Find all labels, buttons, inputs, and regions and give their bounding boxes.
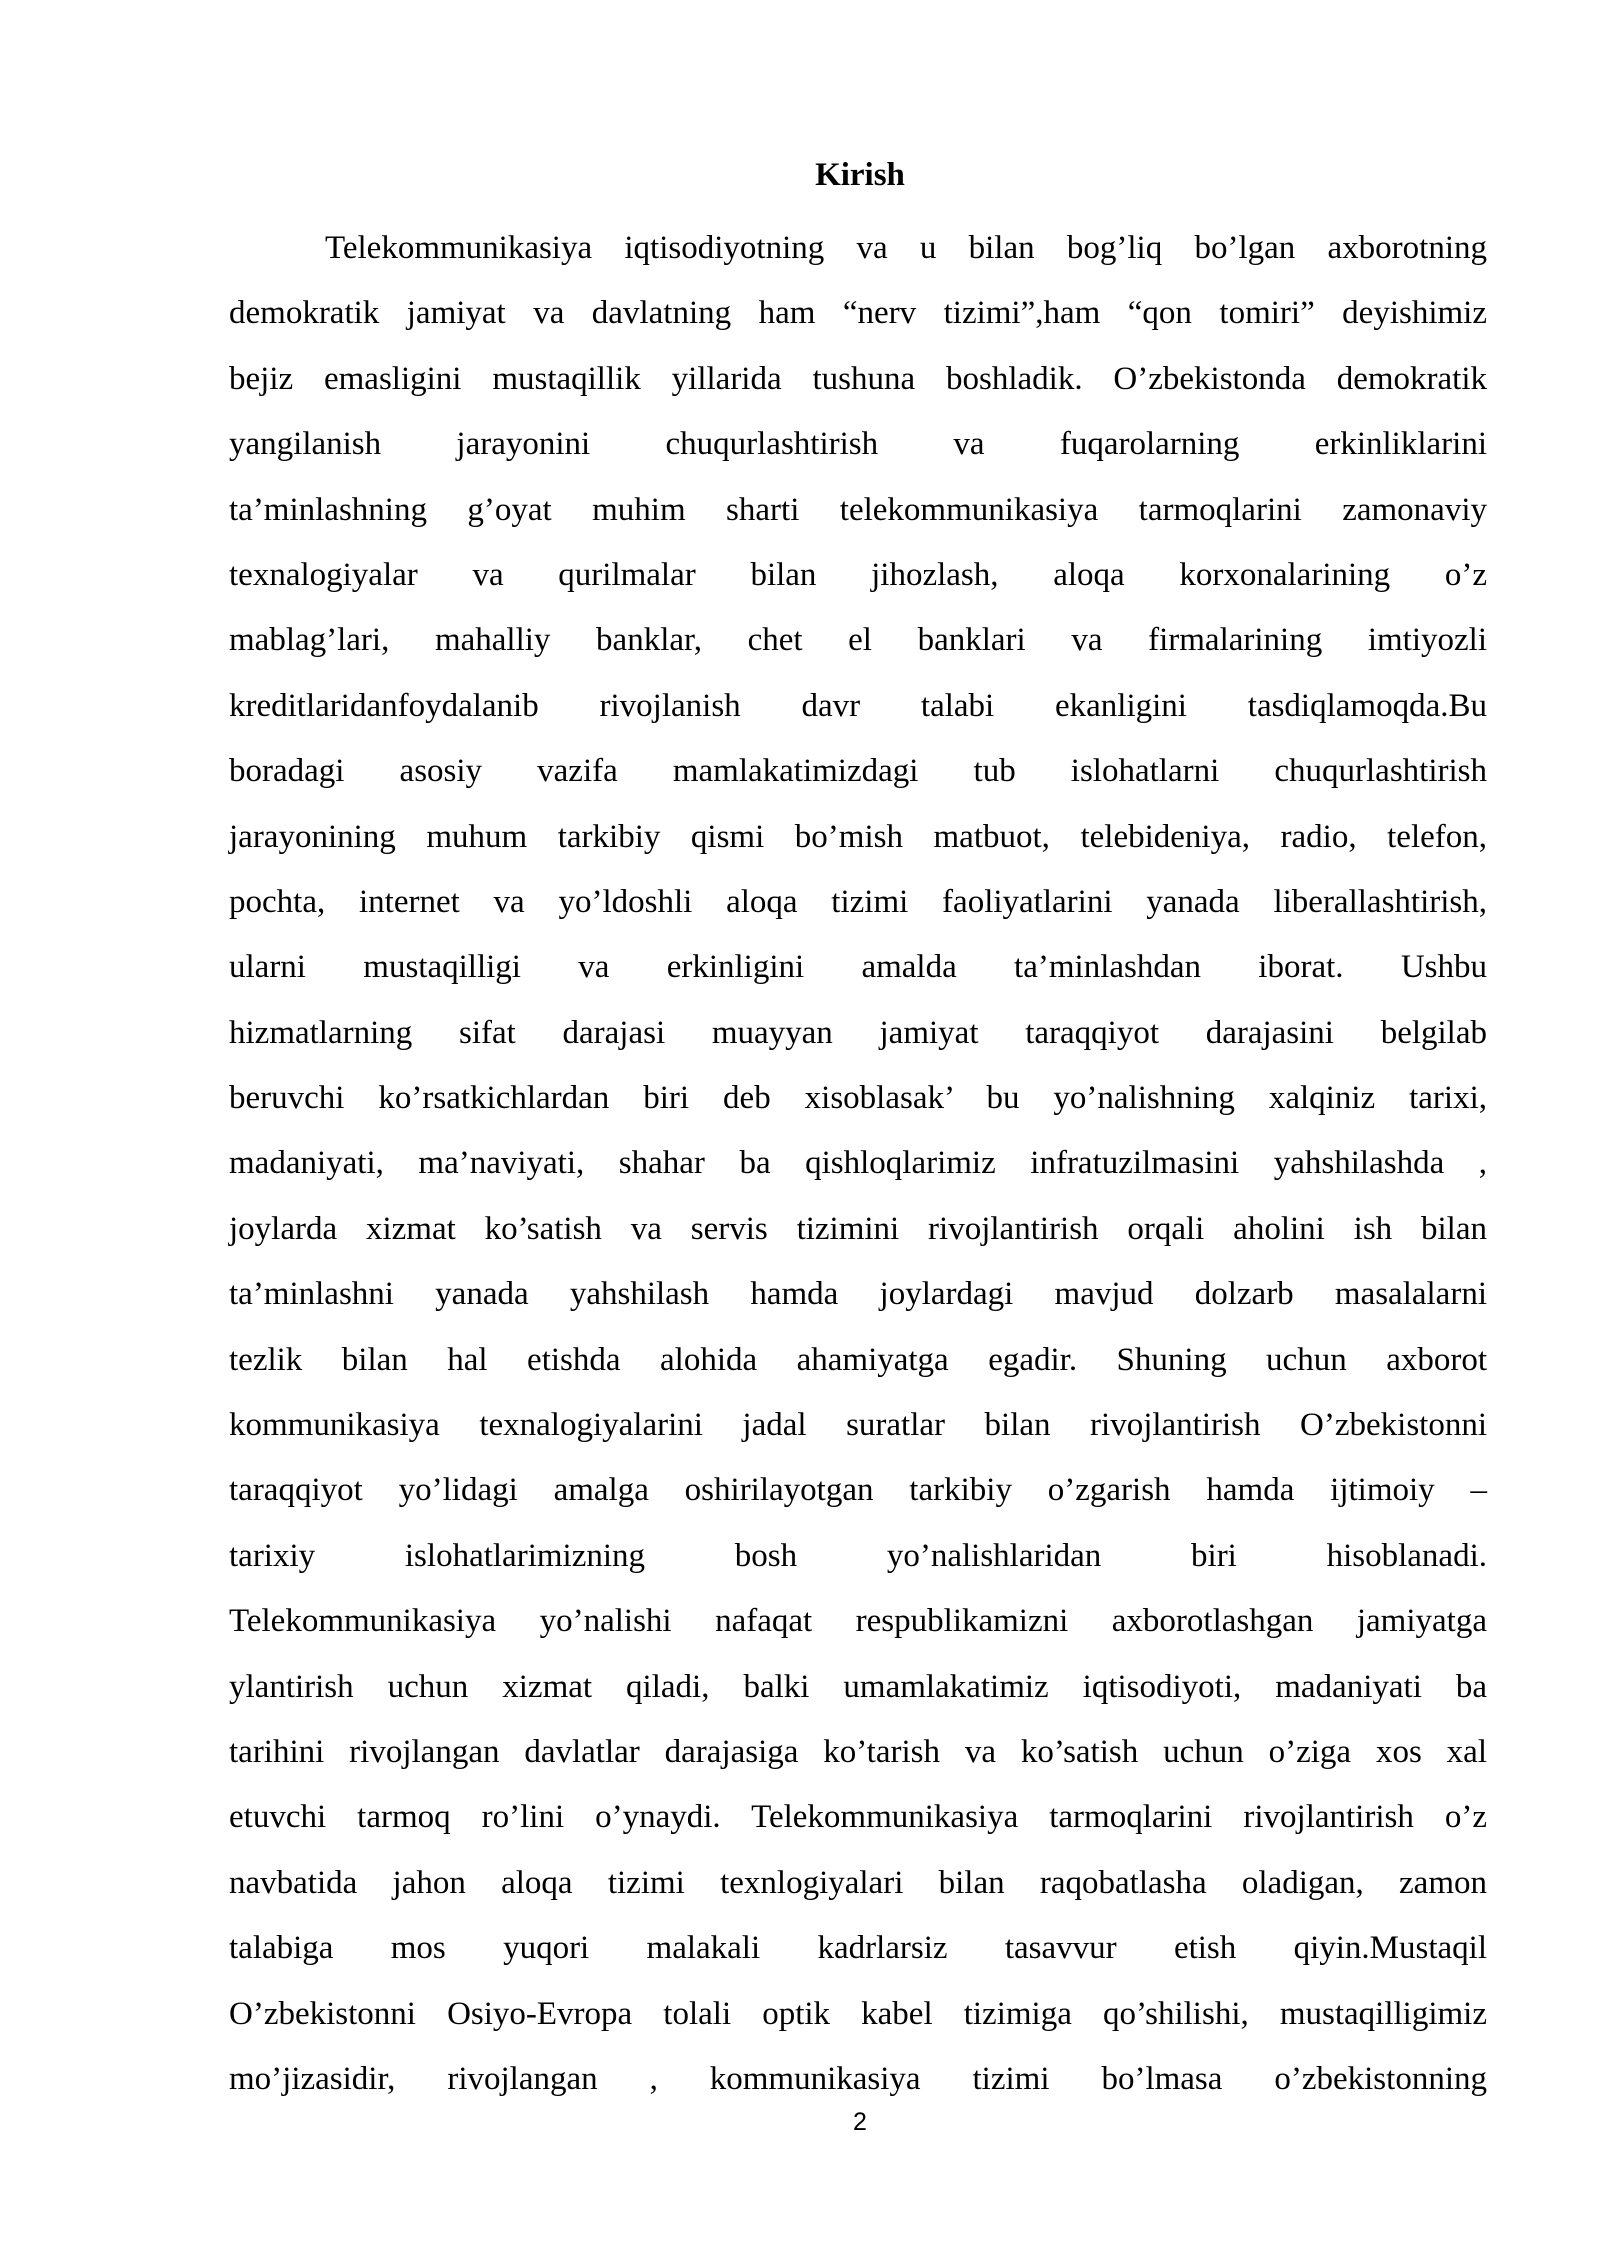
text-line: ta’minlashni yanada yahshilash hamda joylardagi mavjud dolzarb masalalarni: [229, 1276, 1487, 1313]
text-line: beruvchi ko’rsatkichlardan biri deb xisoblasak’ bu yo’nalishning xalqiniz tarixi,: [229, 1080, 1487, 1117]
text-line: talabiga mos yuqori malakali kadrlarsiz tasavvur etish qiyin.Mustaqil: [229, 1930, 1487, 1967]
text-line: kommunikasiya texnalogiyalarini jadal suratlar bilan rivojlantirish O’zbekistonni: [229, 1407, 1487, 1444]
text-line: O’zbekistonni Osiyo-Evropa tolali optik kabel tizimiga qo’shilishi, mustaqilligimiz: [229, 1995, 1487, 2032]
text-line: ta’minlashning g’oyat muhim sharti telekommunikasiya tarmoqlarini zamonaviy: [229, 491, 1487, 528]
text-line: yangilanish jarayonini chuqurlashtirish va fuqarolarning erkinliklarini: [229, 426, 1487, 463]
text-line: jarayonining muhum tarkibiy qismi bo’mish matbuot, telebideniya, radio, telefon,: [229, 818, 1487, 855]
section-heading: Kirish: [815, 157, 905, 193]
text-line: madaniyati, ma’naviyati, shahar ba qishloqlarimiz infratuzilmasini yahshilashda ,: [229, 1145, 1487, 1182]
text-line: Telekommunikasiya yo’nalishi nafaqat respublikamizni axborotlashgan jamiyatga: [229, 1603, 1487, 1640]
text-line: Telekommunikasiya iqtisodiyotning va u bilan bog’liq bo’lgan axborotning: [325, 230, 1487, 266]
text-line: tarixiy islohatlarimizning bosh yo’nalishlaridan biri hisoblanadi.: [229, 1537, 1487, 1574]
text-line: ularni mustaqilligi va erkinligini amalda ta’minlashdan iborat. Ushbu: [229, 949, 1487, 986]
text-line: navbatida jahon aloqa tizimi texnlogiyalari bilan raqobatlasha oladigan, zamon: [229, 1864, 1487, 1901]
text-line: texnalogiyalar va qurilmalar bilan jihozlash, aloqa korxonalarining o’z: [229, 556, 1487, 593]
text-line: hizmatlarning sifat darajasi muayyan jamiyat taraqqiyot darajasini belgilab: [229, 1014, 1487, 1051]
page-number: 2: [853, 2108, 867, 2136]
text-line: pochta, internet va yo’ldoshli aloqa tizimi faoliyatlarini yanada liberallashtirish,: [229, 883, 1487, 920]
text-line: tarihini rivojlangan davlatlar darajasiga ko’tarish va ko’satish uchun o’ziga xos xal: [229, 1733, 1487, 1770]
text-line: joylarda xizmat ko’satish va servis tizimini rivojlantirish orqali aholini ish bilan: [229, 1210, 1487, 1247]
text-line: boradagi asosiy vazifa mamlakatimizdagi tub islohatlarni chuqurlashtirish: [229, 753, 1487, 790]
text-line: mablag’lari, mahalliy banklar, chet el banklari va firmalarining imtiyozli: [229, 622, 1487, 659]
text-line: demokratik jamiyat va davlatning ham “nerv tizimi”,ham “qon tomiri” deyishimiz: [229, 295, 1487, 332]
text-line: ylantirish uchun xizmat qiladi, balki umamlakatimiz iqtisodiyoti, madaniyati ba: [229, 1668, 1487, 1705]
text-line: taraqqiyot yo’lidagi amalga oshirilayotgan tarkibiy o’zgarish hamda ijtimoiy –: [229, 1472, 1487, 1509]
text-line: mo’jizasidir, rivojlangan , kommunikasiya tizimi bo’lmasa o’zbekistonning: [229, 2060, 1487, 2097]
text-line: kreditlaridanfoydalanib rivojlanish davr talabi ekanligini tasdiqlamoqda.Bu: [229, 687, 1487, 724]
text-line: etuvchi tarmoq ro’lini o’ynaydi. Telekommunikasiya tarmoqlarini rivojlantirish o’z: [229, 1799, 1487, 1836]
text-line: bejiz emasligini mustaqillik yillarida tushuna boshladik. O’zbekistonda demokratik: [229, 360, 1487, 397]
body-paragraph: [229, 216, 1487, 2112]
text-line: tezlik bilan hal etishda alohida ahamiyatga egadir. Shuning uchun axborot: [229, 1341, 1487, 1378]
